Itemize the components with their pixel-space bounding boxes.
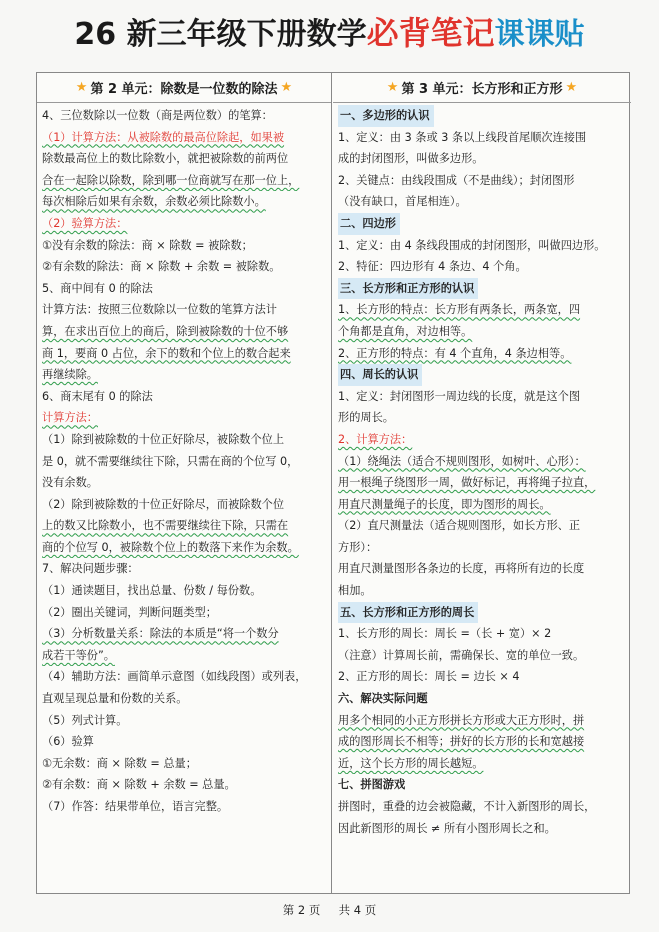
text-line: [42, 127, 325, 149]
section-heading-text: 一、多边形的认识: [338, 105, 434, 127]
text-line: 1、长方形的特点：长方形有两条长，两条宽，四: [338, 303, 581, 317]
page-title: [0, 8, 659, 54]
text-line: 4、三位数除以一位数（商是两位数）的笔算：: [42, 109, 273, 122]
section-heading-text: 五、长方形和正方形的周长: [338, 602, 478, 624]
text-line: 1、定义：由 3 条或 3 条以上线段首尾顺次连接围: [338, 130, 587, 144]
text-line: （4）辅助方法：画简单示意图（如线段图）或列表，: [42, 670, 307, 684]
left-header-text: 第 2 单元：除数是一位数的除法: [90, 82, 278, 97]
left-column: [37, 73, 332, 893]
notes-frame: [36, 72, 630, 894]
section-heading: [338, 105, 625, 127]
text-line: 直观呈现总量和份数的关系。: [42, 692, 188, 706]
right-column-header: [333, 73, 631, 103]
text-line: 拼图时，重叠的边会被隐藏，不计入新图形的周长，: [338, 800, 596, 813]
text-line: 计算方法：按照三位数除以一位数的笔算方法计: [42, 303, 277, 317]
section-heading: [338, 602, 625, 624]
text-line: （没有缺口，首尾相连）。: [338, 195, 467, 209]
text-line: （2）验算方法：: [42, 216, 128, 230]
text-line: 用一根绳子绕图形一周，做好标记，再将绳子拉直，: [338, 476, 596, 490]
text-line: 再继续除。: [42, 368, 98, 382]
text-line: 1、长方形的周长：周长 =（长 + 宽）× 2: [338, 627, 552, 641]
text-line: （2）除到被除数的十位正好除尽，而被除数个位: [42, 497, 285, 511]
text-line: 成的封闭图形，叫做多边形。: [338, 152, 484, 166]
text-line: 近，这个长方形的周长越短。: [338, 756, 484, 770]
text-line: 个角都是直角，对边相等。: [338, 324, 473, 338]
section-heading-plain: 六、解决实际问题: [338, 692, 428, 706]
right-body: [333, 103, 631, 839]
text-line: ②有余数：商 × 除数 + 余数 = 总量。: [42, 778, 236, 792]
title-suffix: 课课贴: [494, 17, 585, 52]
section-heading-plain: 七、拼图游戏: [338, 778, 406, 792]
text-line: 除数最高位上的数比除数小，就把被除数的前两位: [42, 152, 289, 166]
right-column: [333, 73, 631, 893]
text-line: （1）除到被除数的十位正好除尽，被除数个位上: [42, 432, 285, 446]
text-line: ①没有余数的除法：商 × 除数 = 被除数；: [42, 238, 253, 252]
text-line: 商的个位写 0，被除数个位上的数落下来作为余数。: [42, 540, 299, 554]
text-line: 用直尺测量图形各条边的长度，再将所有边的长度: [338, 562, 585, 576]
text-line: 商 1，要商 0 占位，余下的数和个位上的数合起来: [42, 346, 291, 360]
text-line: （5）列式计算。: [42, 713, 128, 727]
text-line: 没有余数。: [42, 476, 98, 490]
page-total: 共 4 页: [338, 903, 377, 917]
text-line: 因此新图形的周长 ≠ 所有小图形周长之和。: [338, 821, 556, 835]
text-line: （7）作答：结果带单位，语言完整。: [42, 800, 229, 813]
text-line: 7、解决问题步骤：: [42, 562, 139, 576]
star-icon: ★: [386, 80, 399, 95]
star-icon: ★: [280, 80, 293, 95]
text-line: ①无余数：商 × 除数 = 总量；: [42, 756, 197, 770]
text-line: 6、商末尾有 0 的除法: [42, 389, 153, 403]
text-line: 计算方法：: [42, 411, 98, 425]
text-line: （1）通读题目，找出总量、份数 / 每份数。: [42, 584, 262, 598]
text-line: 用多个相同的小正方形拼长方形或大正方形时，拼: [338, 713, 585, 727]
section-heading-text: 四、周长的认识: [338, 364, 422, 386]
text-line: （6）验算: [42, 735, 94, 749]
text-line: 2、计算方法：: [338, 432, 413, 446]
right-header-text: 第 3 单元：长方形和正方形: [401, 82, 563, 97]
title-main: 26 新三年级下册数学: [74, 17, 367, 52]
text-line: 算，在求出百位上的商后，除到被除数的十位不够: [42, 324, 289, 338]
text-line: 2、正方形的特点：有 4 个直角，4 条边相等。: [338, 346, 572, 360]
text-line: 用直尺测量绳子的长度，即为图形的周长。: [338, 497, 551, 511]
text-line: 2、正方形的周长：周长 = 边长 × 4: [338, 670, 520, 684]
section-heading: [338, 278, 625, 300]
text-line: 成的图形周长不相等；拼好的长方形的长和宽越接: [338, 735, 585, 749]
section-heading-text: 三、长方形和正方形的认识: [338, 278, 478, 300]
text-line: ②有余数的除法：商 × 除数 + 余数 = 被除数。: [42, 260, 281, 274]
page-number: 第 2 页: [282, 903, 321, 917]
star-icon: ★: [565, 80, 578, 95]
page-footer: [0, 902, 659, 918]
text-line: 是 0，就不需要继续往下除，只需在商的个位写 0，: [42, 454, 299, 468]
star-icon: ★: [75, 80, 88, 95]
text-line: 2、特征：四边形有 4 条边、4 个角。: [338, 260, 527, 274]
text-line: （2）圈出关键词，判断问题类型；: [42, 605, 217, 619]
text-line: 5、商中间有 0 的除法: [42, 281, 153, 295]
text-line: （1）计算方法：从被除数的最高位除起，如果被: [42, 130, 285, 144]
text-line: 形的周长。: [338, 411, 394, 425]
text-line: 相加。: [338, 584, 372, 598]
text-line: 方形）：: [338, 540, 378, 554]
title-highlight: 必背笔记: [366, 14, 495, 52]
text-line: 1、定义：封闭图形一周边线的长度，就是这个图: [338, 389, 581, 403]
text-line: （注意）计算周长前，需确保长、宽的单位一致。: [338, 648, 585, 662]
section-heading: [338, 213, 625, 235]
text-line: （1）绕绳法（适合不规则图形，如树叶、心形）：: [338, 454, 586, 468]
text-line: 每次相除后如果有余数，余数必须比除数小。: [42, 195, 266, 209]
left-column-header: [37, 73, 331, 103]
text-line: 上的数又比除数小，也不需要继续往下除，只需在: [42, 519, 289, 533]
text-line: 成若干等份”。: [42, 648, 115, 662]
text-line: 合在一起除以除数，除到哪一位商就写在那一位上，: [42, 173, 300, 187]
text-line: 2、关键点：由线段围成（不是曲线）；封闭图形: [338, 173, 575, 187]
text-line: 1、定义：由 4 条线段围成的封闭图形，叫做四边形。: [338, 238, 606, 252]
section-heading-text: 二、四边形: [338, 213, 400, 235]
text-line: （3）分析数量关系：除法的本质是“将一个数分: [42, 627, 279, 641]
text-line: （2）直尺测量法（适合规则图形，如长方形、正: [338, 519, 581, 533]
left-body: [37, 103, 331, 818]
section-heading: [338, 364, 625, 386]
